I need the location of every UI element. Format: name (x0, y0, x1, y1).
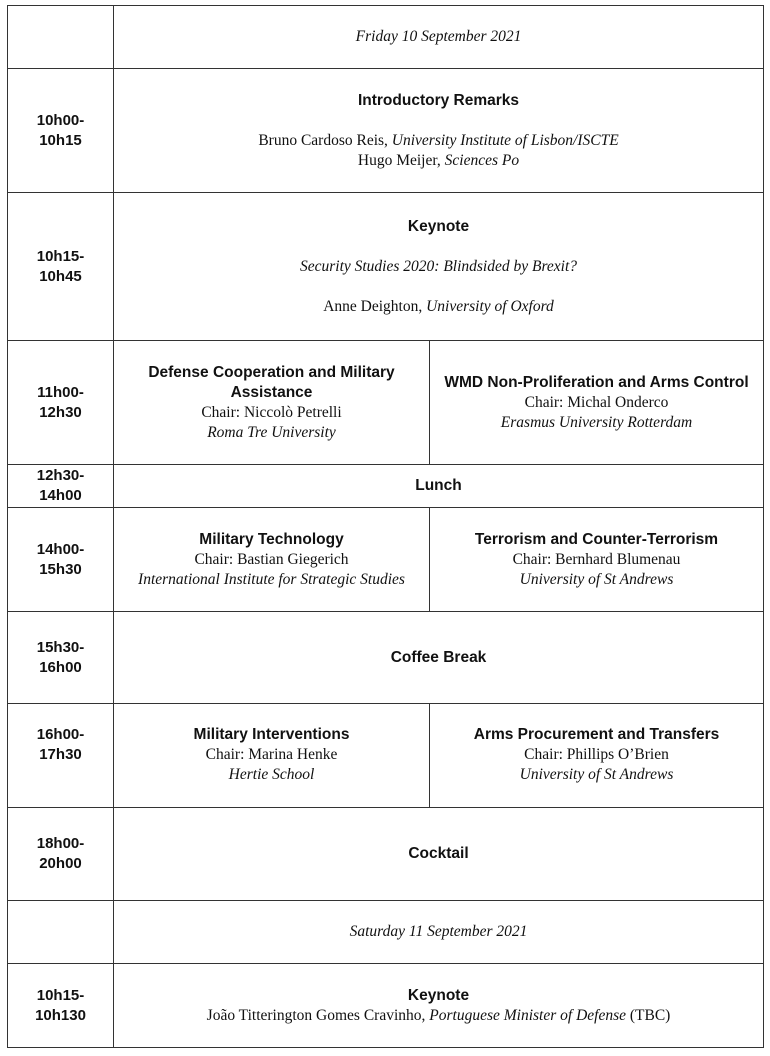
session-title: Keynote (407, 217, 470, 235)
speaker-name: Hugo Meijer, (357, 151, 445, 169)
session-row-cocktail (8, 808, 764, 901)
speaker-name: João Titterington Gomes Cravinho, (206, 1006, 430, 1024)
time-end: 10h45 (39, 267, 82, 285)
panel-title: WMD Non-Proliferation and Arms Control (444, 373, 749, 391)
day-label: Saturday 11 September 2021 (114, 901, 764, 964)
panel-affiliation: International Institute for Strategic Studies (138, 570, 405, 588)
panel-row (8, 508, 764, 612)
panel-affiliation: University of St Andrews (519, 570, 674, 588)
panel-title: Military Technology (199, 530, 344, 548)
session-row-keynote (8, 193, 764, 341)
session-cell (114, 69, 764, 193)
panel-title: Terrorism and Counter-Terrorism (474, 530, 719, 548)
panel-title: Military Interventions (193, 726, 350, 743)
talk-title: Security Studies 2020: Blindsided by Brexit? (299, 257, 578, 275)
panel-chair: Chair: Phillips O’Brien (524, 746, 669, 763)
time-cell (8, 193, 114, 341)
time-end: 10h130 (35, 1006, 86, 1024)
speaker-line (114, 1006, 763, 1026)
speaker-line (114, 297, 763, 317)
time-end: 17h30 (39, 746, 82, 763)
session-title: Cocktail (114, 808, 764, 901)
panel-cell-left (114, 508, 430, 612)
session-cell (114, 193, 764, 341)
speaker-name: Anne Deighton, (323, 297, 427, 315)
speaker-suffix: (TBC) (626, 1006, 671, 1024)
time-start: 12h30- (36, 467, 85, 484)
speaker-line (114, 151, 763, 171)
time-cell (8, 341, 114, 465)
speaker-affiliation: University of Oxford (426, 297, 554, 315)
time-cell-empty (8, 901, 114, 964)
panel-row (8, 341, 764, 465)
panel-chair: Chair: Bastian Giegerich (194, 550, 349, 568)
programme-table (7, 5, 764, 1048)
time-cell (8, 508, 114, 612)
time-end: 12h30 (39, 403, 82, 421)
session-title: Lunch (114, 465, 764, 508)
speaker-line (114, 131, 763, 151)
panel-title: Defense Cooperation and Military Assistance (148, 363, 395, 401)
session-title: Coffee Break (114, 612, 764, 704)
panel-affiliation: Hertie School (228, 766, 315, 783)
time-cell (8, 612, 114, 704)
time-start: 16h00- (36, 726, 85, 743)
speaker-affiliation: Portuguese Minister of Defense (429, 1006, 626, 1024)
time-start: 10h15- (36, 986, 85, 1004)
session-row-lunch (8, 465, 764, 508)
time-cell-empty (8, 6, 114, 69)
panel-title: Arms Procurement and Transfers (473, 726, 720, 743)
time-start: 15h30- (36, 638, 85, 656)
panel-affiliation: University of St Andrews (519, 766, 674, 783)
time-start: 11h00- (37, 383, 84, 401)
day-header-row (8, 901, 764, 964)
time-start: 14h00- (36, 540, 85, 558)
panel-cell-right (430, 341, 764, 465)
panel-affiliation: Roma Tre University (207, 423, 336, 441)
panel-cell-right (430, 704, 764, 808)
time-end: 20h00 (39, 855, 82, 872)
panel-affiliation: Erasmus University Rotterdam (500, 413, 693, 431)
time-start: 10h00- (36, 111, 85, 129)
time-cell (8, 69, 114, 193)
time-cell (8, 964, 114, 1048)
speaker-name: Bruno Cardoso Reis, (258, 131, 392, 149)
panel-chair: Chair: Niccolò Petrelli (201, 403, 342, 421)
panel-cell-left (114, 704, 430, 808)
session-row-coffee (8, 612, 764, 704)
time-cell (8, 465, 114, 508)
panel-cell-left (114, 341, 430, 465)
time-end: 16h00 (39, 658, 82, 676)
day-header-row (8, 6, 764, 69)
session-title: Keynote (407, 986, 470, 1004)
time-end: 14h00 (39, 487, 82, 504)
panel-chair: Chair: Bernhard Blumenau (512, 550, 681, 568)
time-cell (8, 704, 114, 808)
time-cell (8, 808, 114, 901)
session-row-introductory (8, 69, 764, 193)
panel-row (8, 704, 764, 808)
session-title: Introductory Remarks (357, 91, 520, 109)
day-label: Friday 10 September 2021 (114, 6, 764, 69)
time-end: 10h15 (39, 131, 82, 149)
time-start: 18h00- (36, 835, 85, 852)
panel-chair: Chair: Michal Onderco (524, 393, 669, 411)
time-start: 10h15- (36, 247, 85, 265)
panel-cell-right (430, 508, 764, 612)
speaker-affiliation: Sciences Po (444, 151, 520, 169)
session-cell (114, 964, 764, 1048)
time-end: 15h30 (39, 560, 82, 578)
panel-chair: Chair: Marina Henke (205, 746, 338, 763)
session-row-keynote (8, 964, 764, 1048)
speaker-affiliation: University Institute of Lisbon/ISCTE (391, 131, 619, 149)
